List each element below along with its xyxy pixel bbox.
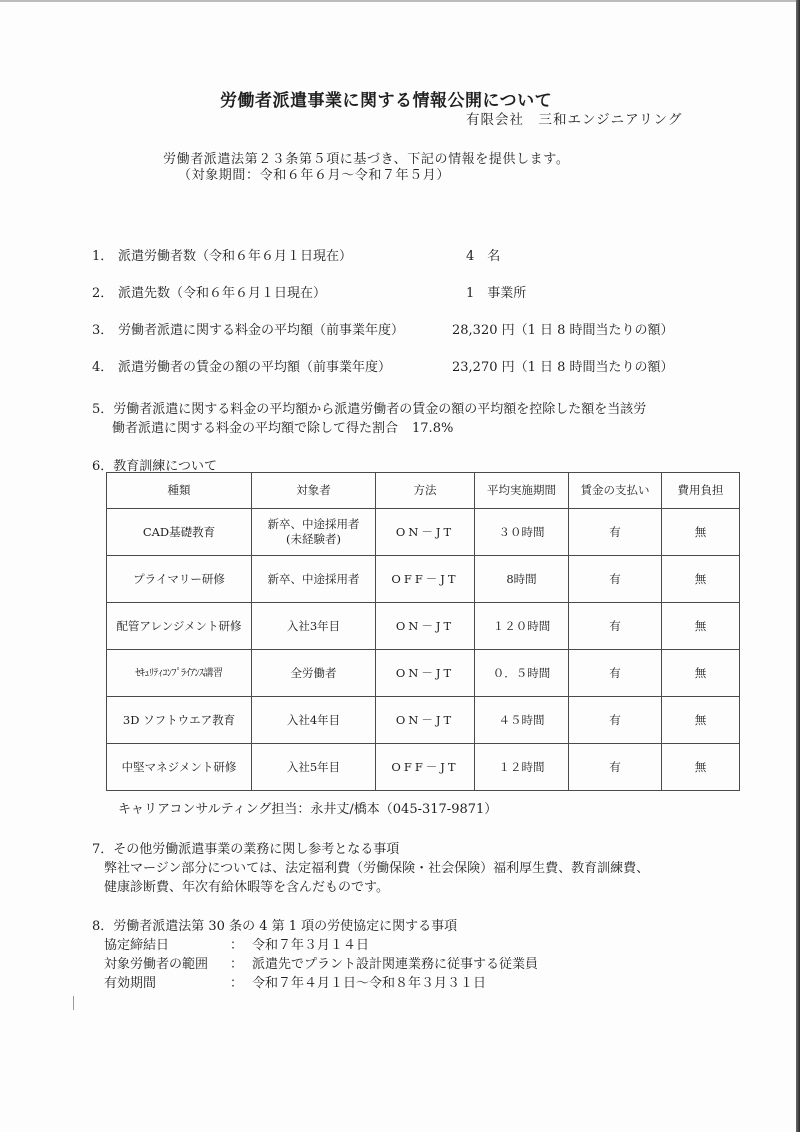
cell-method: OFF－JT <box>376 556 475 603</box>
item-number: 8． <box>92 919 114 934</box>
table-row <box>107 509 740 556</box>
cell-method: ON－JT <box>376 697 475 744</box>
cell-type: 配管アレンジメント研修 <box>107 603 252 650</box>
scan-edge-top <box>0 0 800 2</box>
item-label: 派遣労働者の賃金の額の平均額（前事業年度） <box>118 360 392 375</box>
cell-wage: 有 <box>569 650 662 697</box>
cell-duration: ０．５時間 <box>475 650 569 697</box>
cell-target: 入社3年目 <box>252 603 376 650</box>
training-table <box>106 472 740 791</box>
cell-type: 3D ソフトウエア教育 <box>107 697 252 744</box>
item-2 <box>92 282 326 301</box>
cell-type: プライマリー研修 <box>107 556 252 603</box>
cell-method: ON－JT <box>376 603 475 650</box>
target-workers-label: 対象労働者の範囲 <box>104 957 209 972</box>
cell-target <box>252 509 376 556</box>
cell-cost: 無 <box>662 650 740 697</box>
item-1-value: 4 名 <box>466 249 501 264</box>
item-8-heading <box>92 915 457 934</box>
cell-type: CAD基礎教育 <box>107 509 252 556</box>
valid-period-label: 有効期間 <box>104 976 157 991</box>
agreement-date-separator: ： <box>230 938 244 953</box>
item-5-line-2 <box>112 417 453 436</box>
cell-cost: 無 <box>662 509 740 556</box>
item-number: 1． <box>92 249 114 264</box>
cell-cost: 無 <box>662 556 740 603</box>
cell-duration: ３０時間 <box>475 509 569 556</box>
item-number: 7． <box>92 842 114 857</box>
column-header-method: 方法 <box>376 473 475 509</box>
intro-line-2: （対象期間：令和６年６月～令和７年５月） <box>178 168 451 183</box>
table-row <box>107 650 740 697</box>
target-workers-separator: ： <box>230 957 244 972</box>
valid-period-value: 令和７年４月１日～令和８年３月３１日 <box>252 976 487 991</box>
column-header-cost: 費用負担 <box>662 473 740 509</box>
column-header-duration: 平均実施期間 <box>475 473 569 509</box>
item-number: 2． <box>92 286 114 301</box>
item-5-value: 17.8% <box>412 421 454 436</box>
cell-duration: １２０時間 <box>475 603 569 650</box>
item-7-heading-text: その他労働派遣事業の業務に関し参考となる事項 <box>113 842 400 857</box>
cell-cost: 無 <box>662 603 740 650</box>
cell-method: ON－JT <box>376 509 475 556</box>
agreement-date-value: 令和７年３月１４日 <box>252 938 370 953</box>
column-header-wage: 賃金の支払い <box>569 473 662 509</box>
agreement-date-label: 協定締結日 <box>104 938 170 953</box>
item-6-heading-text: 教育訓練について <box>113 459 218 474</box>
scan-stray-mark <box>73 996 74 1010</box>
item-7-line-1: 弊社マージン部分については、法定福利費（労働保険・社会保険）福利厚生費、教育訓練費、 <box>104 861 650 876</box>
item-label: 労働者派遣に関する料金の平均額（前事業年度） <box>118 323 405 338</box>
cell-target-note: (未経験者) <box>286 532 341 546</box>
item-5-text-1: 労働者派遣に関する料金の平均額から派遣労働者の賃金の額の平均額を控除した額を当該労 <box>113 402 647 417</box>
item-number: 4． <box>92 360 114 375</box>
cell-wage: 有 <box>569 697 662 744</box>
document-title: 労働者派遣事業に関する情報公開について <box>220 91 553 111</box>
item-4 <box>92 356 391 375</box>
item-8-heading-text: 労働者派遣法第 30 条の 4 第 1 項の労使協定に関する事項 <box>113 919 458 934</box>
table-header-row <box>107 473 740 509</box>
target-workers-value: 派遣先でプラント設計関連業務に従事する従業員 <box>252 957 539 972</box>
table-row <box>107 603 740 650</box>
cell-type: ｾｷｭﾘﾃｨｺﾝﾌﾟﾗｲｱﾝｽ講習 <box>107 650 252 697</box>
item-number: 5． <box>92 402 114 417</box>
item-label: 派遣先数（令和６年６月１日現在） <box>118 286 327 301</box>
cell-method: OFF－JT <box>376 744 475 791</box>
item-7-heading <box>92 838 399 857</box>
item-1 <box>92 245 352 264</box>
cell-target: 全労働者 <box>252 650 376 697</box>
column-header-target: 対象者 <box>252 473 376 509</box>
table-row <box>107 744 740 791</box>
cell-target: 新卒、中途採用者 <box>252 556 376 603</box>
company-name: 有限会社 三和エンジニアリング <box>466 112 683 128</box>
cell-wage: 有 <box>569 603 662 650</box>
column-header-type: 種類 <box>107 473 252 509</box>
cell-target: 入社4年目 <box>252 697 376 744</box>
cell-target: 入社5年目 <box>252 744 376 791</box>
item-number: 6． <box>92 459 114 474</box>
item-number: 3． <box>92 323 114 338</box>
cell-type: 中堅マネジメント研修 <box>107 744 252 791</box>
item-3-value: 28,320 円（1 日 8 時間当たりの額） <box>452 323 674 338</box>
cell-duration: ４５時間 <box>475 697 569 744</box>
cell-wage: 有 <box>569 556 662 603</box>
intro-line-1: 労働者派遣法第２３条第５項に基づき、下記の情報を提供します。 <box>163 152 570 167</box>
career-consulting-contact: キャリアコンサルティング担当：永井丈/橋本（045-317-9871） <box>118 802 498 817</box>
table-row <box>107 697 740 744</box>
item-7-line-2: 健康診断費、年次有給休暇等を含んだものです。 <box>104 880 389 895</box>
cell-target-main: 新卒、中途採用者 <box>267 517 360 531</box>
cell-cost: 無 <box>662 744 740 791</box>
item-4-value: 23,270 円（1 日 8 時間当たりの額） <box>452 360 674 375</box>
table-row <box>107 556 740 603</box>
item-3 <box>92 319 404 338</box>
item-2-value: 1 事業所 <box>466 286 527 301</box>
cell-duration: １２時間 <box>475 744 569 791</box>
cell-cost: 無 <box>662 697 740 744</box>
item-5-text-2: 働者派遣に関する料金の平均額で除して得た割合 <box>112 421 399 436</box>
cell-method: ON－JT <box>376 650 475 697</box>
cell-wage: 有 <box>569 509 662 556</box>
scan-edge-right <box>796 0 800 1132</box>
valid-period-separator: ： <box>230 976 244 991</box>
cell-duration: 8時間 <box>475 556 569 603</box>
item-5-line-1 <box>92 398 646 417</box>
item-label: 派遣労働者数（令和６年６月１日現在） <box>118 249 353 264</box>
cell-wage: 有 <box>569 744 662 791</box>
